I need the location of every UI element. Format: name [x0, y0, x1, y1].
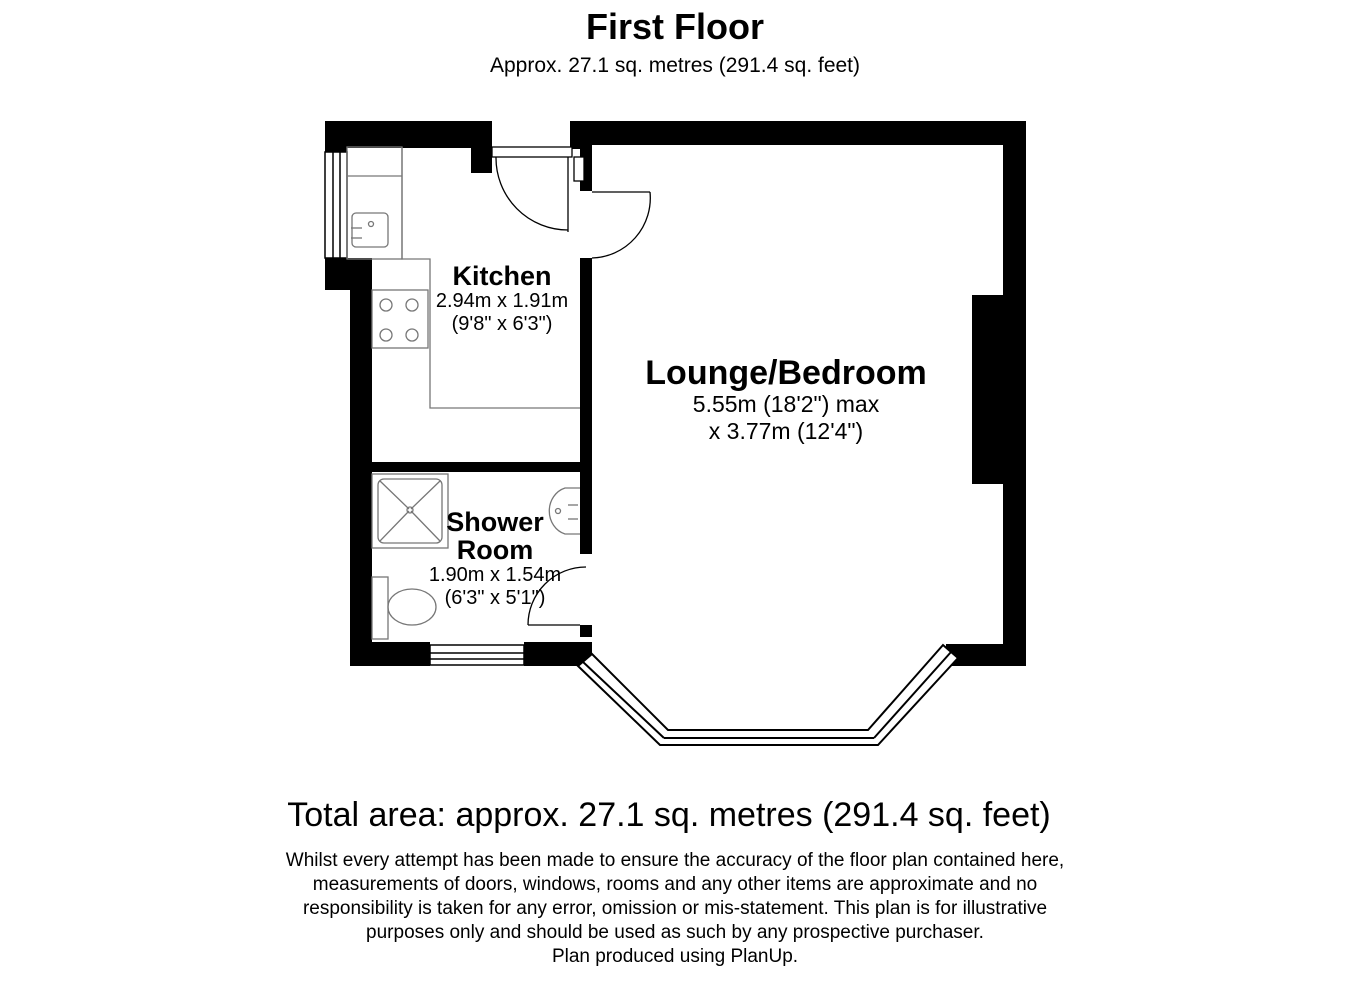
disclaimer-line: measurements of doors, windows, rooms and any other items are approximate and no	[312, 874, 1038, 895]
kitchen-left-wall-upper	[325, 121, 347, 152]
bottom-wall-left	[350, 642, 430, 666]
hob-ring	[380, 299, 392, 311]
lounge-bottom-right-wall	[946, 644, 1026, 666]
room-name: Room	[456, 535, 534, 565]
partition-wall-bottom-stub	[580, 625, 592, 637]
room-name: Kitchen	[452, 261, 552, 291]
disclaimer-line: Whilst every attempt has been made to ensure the accuracy of the floor plan contained here,	[285, 850, 1065, 871]
shower-room-label	[405, 508, 585, 610]
room-name: Lounge/Bedroom	[645, 354, 927, 392]
lounge-top-wall	[570, 121, 1026, 145]
chimney-breast	[972, 295, 1004, 484]
sink-bowl	[352, 213, 388, 247]
kitchen-label	[420, 262, 584, 336]
total-area: Total area: approx. 27.1 sq. metres (291.4 sq. feet)	[287, 796, 1051, 834]
floor-area-subtitle: Approx. 27.1 sq. metres (291.4 sq. feet)	[489, 54, 861, 77]
hob-ring	[380, 329, 392, 341]
toilet-cistern	[372, 577, 388, 639]
lounge-right-wall	[1003, 121, 1026, 666]
lounge-label	[600, 355, 972, 445]
kitchen-door-jamb	[471, 121, 492, 173]
room-dimension-imperial: (6'3" x 5'1")	[444, 587, 546, 609]
room-name: Shower	[446, 507, 544, 537]
shower-window	[430, 645, 524, 665]
bay-window	[578, 645, 958, 745]
room-dimension-metric: 5.55m (18'2") max	[692, 391, 880, 417]
hob-ring	[406, 299, 418, 311]
sink-drain	[369, 222, 374, 227]
disclaimer-line: responsibility is taken for any error, omission or mis-statement. This plan is for illustrative	[302, 898, 1048, 919]
kitchen-window	[325, 152, 347, 258]
lounge-top-left-jamb	[570, 121, 592, 149]
shower-room-top-wall	[350, 462, 592, 472]
plan-title: First Floor	[586, 6, 764, 47]
kitchen-top-wall	[325, 121, 492, 148]
sink-unit	[347, 147, 402, 259]
room-dimension-metric: 2.94m x 1.91m	[435, 290, 569, 312]
room-dimension-imperial: (9'8" x 6'3")	[451, 313, 553, 335]
disclaimer	[0, 849, 1350, 969]
disclaimer-line: Plan produced using PlanUp.	[551, 946, 799, 967]
room-dimension-metric: 1.90m x 1.54m	[428, 564, 562, 586]
hob-ring	[406, 329, 418, 341]
disclaimer-line: purposes only and should be used as such by any prospective purchaser.	[366, 922, 984, 943]
room-dimension-imperial: x 3.77m (12'4")	[708, 418, 864, 444]
